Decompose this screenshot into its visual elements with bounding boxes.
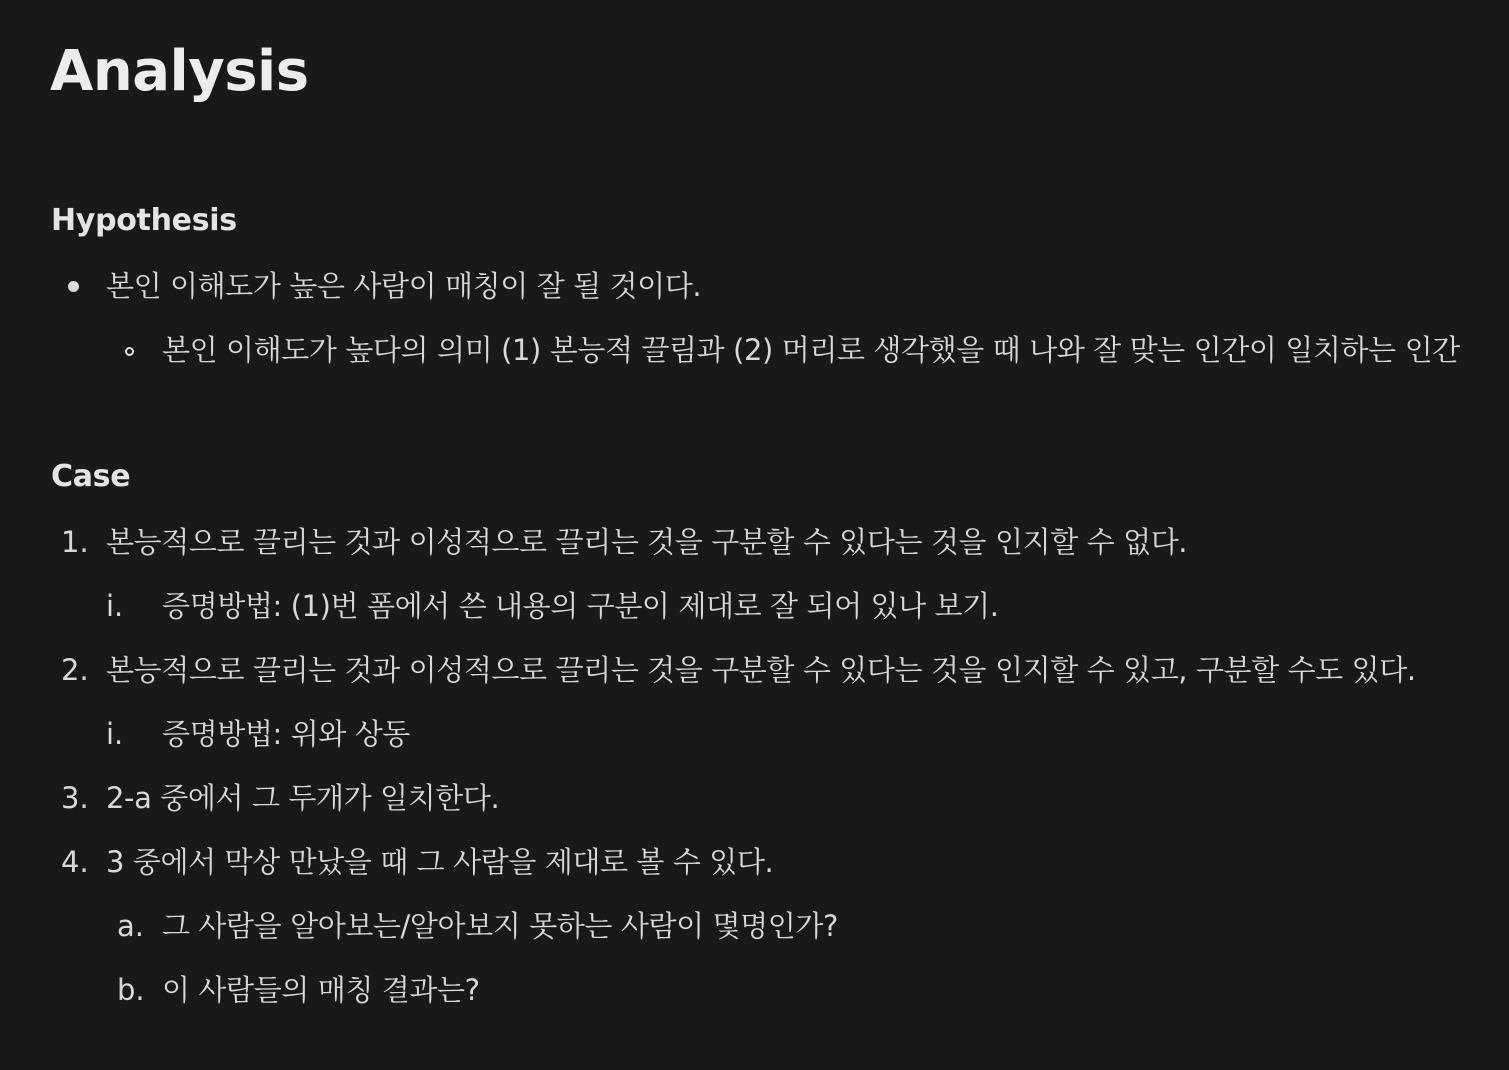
list-number-1: 1. (61, 525, 89, 559)
list-letter-4-a: a. (117, 909, 144, 943)
list-letter-4-b: b. (117, 973, 145, 1007)
hypothesis-subitem[interactable]: 본인 이해도가 높다의 의미 (1) 본능적 끌림과 (2) 머리로 생각했을 때 나와 잘 맞는 인간이 일치하는 인간 (162, 333, 1460, 367)
page-title[interactable]: Analysis (50, 39, 309, 104)
case-heading[interactable]: Case (51, 459, 131, 494)
bullet-circle-icon (125, 347, 134, 356)
case-item-2[interactable]: 본능적으로 끌리는 것과 이성적으로 끌리는 것을 구분할 수 있다는 것을 인지할 수 있고, 구분할 수도 있다. (106, 653, 1416, 687)
bullet-dot-icon (68, 281, 79, 292)
case-item-1[interactable]: 본능적으로 끌리는 것과 이성적으로 끌리는 것을 구분할 수 있다는 것을 인지할 수 없다. (106, 525, 1188, 559)
case-item-2-sub-i[interactable]: 증명방법: 위와 상동 (162, 717, 410, 751)
case-item-4[interactable]: 3 중에서 막상 만났을 때 그 사람을 제대로 볼 수 있다. (106, 845, 774, 879)
case-item-3[interactable]: 2-a 중에서 그 두개가 일치한다. (106, 781, 500, 815)
list-roman-2-i: i. (106, 717, 124, 751)
hypothesis-item[interactable]: 본인 이해도가 높은 사람이 매칭이 잘 될 것이다. (106, 269, 702, 303)
list-roman-1-i: i. (106, 589, 124, 623)
case-item-4-sub-a[interactable]: 그 사람을 알아보는/알아보지 못하는 사람이 몇명인가? (162, 909, 838, 943)
list-number-3: 3. (61, 781, 89, 815)
case-item-1-sub-i[interactable]: 증명방법: (1)번 폼에서 쓴 내용의 구분이 제대로 잘 되어 있나 보기. (162, 589, 999, 623)
hypothesis-heading[interactable]: Hypothesis (51, 203, 237, 238)
list-number-4: 4. (61, 845, 89, 879)
list-number-2: 2. (61, 653, 89, 687)
case-item-4-sub-b[interactable]: 이 사람들의 매칭 결과는? (162, 973, 480, 1007)
